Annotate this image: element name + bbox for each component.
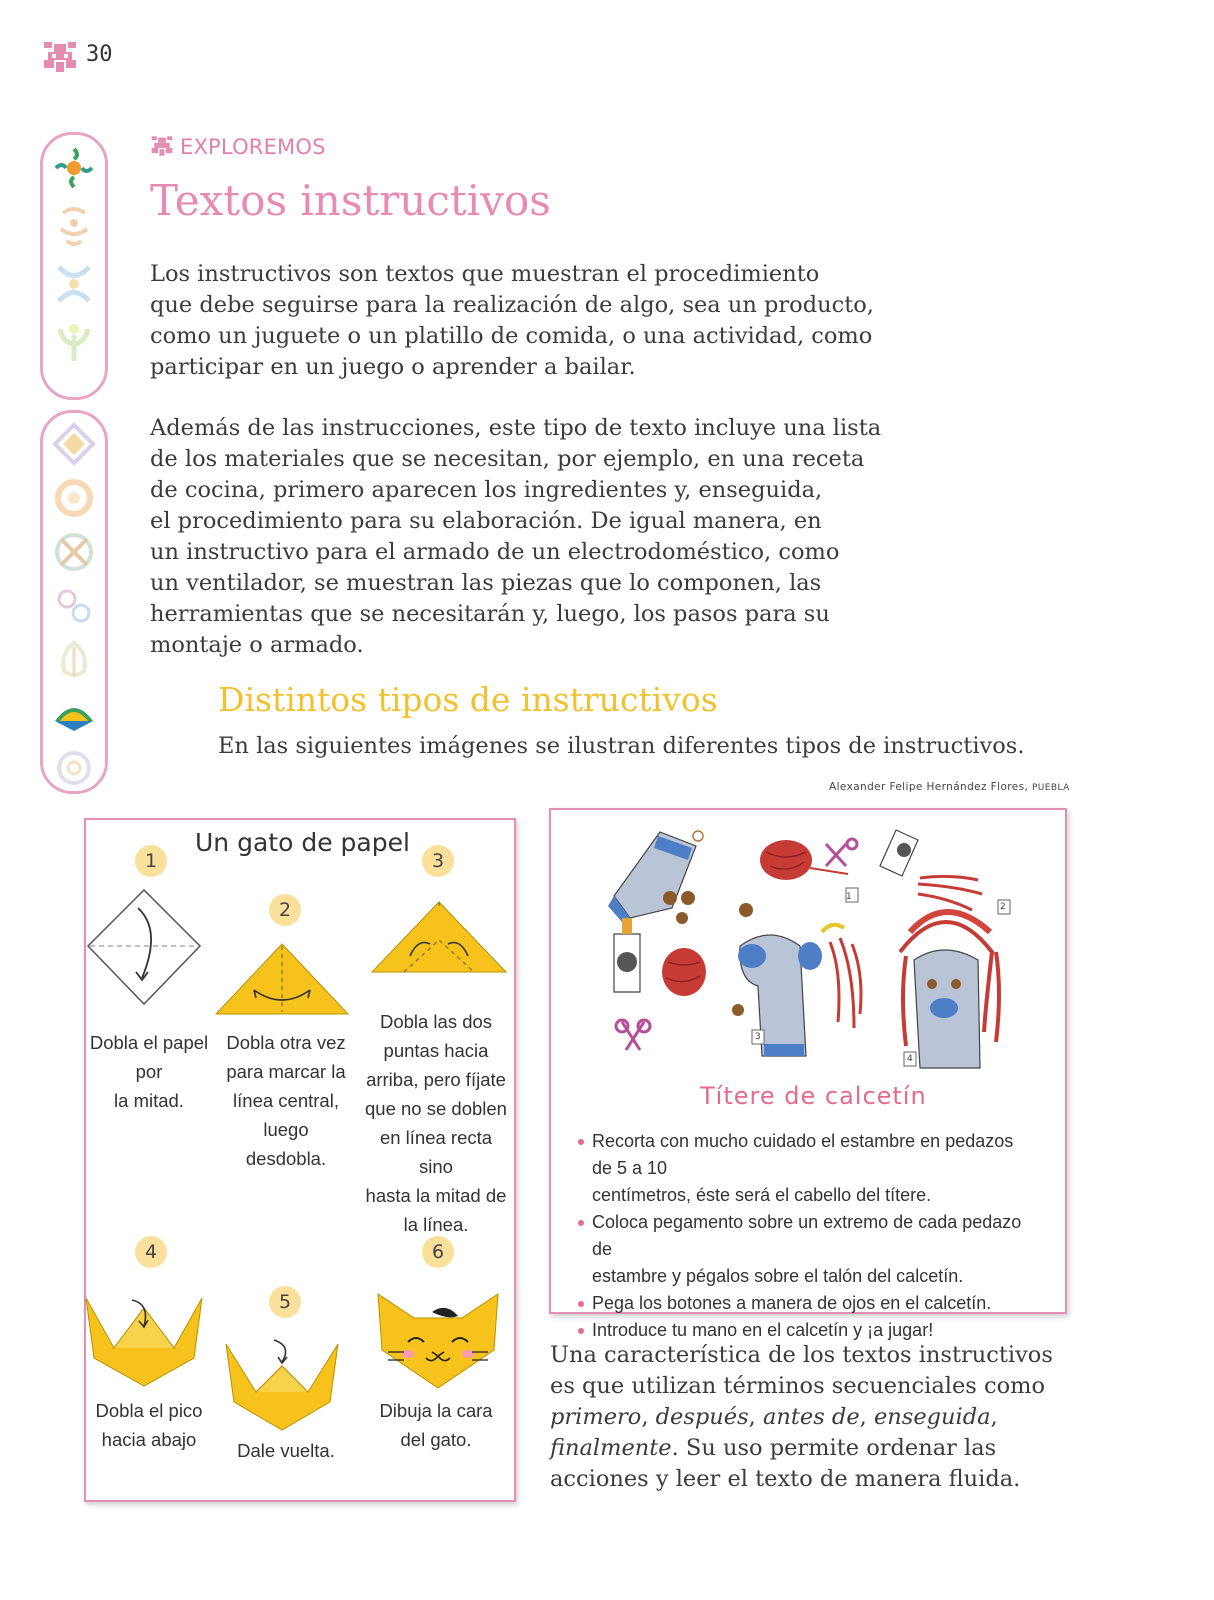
marker-1: 1 (846, 892, 852, 902)
vida-saludable-icon (51, 637, 97, 683)
lenguajes-icon (51, 143, 97, 193)
ornament-icon (150, 135, 174, 157)
list-item: Introduce tu mano en el calcetín y ¡a jugar! (578, 1317, 1038, 1344)
fold-step-4-illustration (84, 1288, 204, 1388)
fold-step-3-illustration (370, 900, 508, 974)
sock-puppet-steps (578, 1128, 1038, 1344)
inclusion-icon (51, 421, 97, 467)
page-number: 30 (86, 42, 113, 67)
step-badge: 4 (135, 1236, 167, 1268)
sock-puppet-title: Títere de calcetín (700, 1082, 927, 1110)
step-5-text: Dale vuelta. (237, 1440, 335, 1461)
list-item: Recorta con mucho cuidado el estambre en pedazos de 5 a 10 centímetros, éste será el cabello del títere. (578, 1128, 1038, 1209)
campos-rail (40, 132, 108, 400)
humano-icon (51, 317, 97, 367)
step-badge: 2 (269, 894, 301, 926)
section-label (150, 135, 326, 159)
list-item: Coloca pegamento sobre un extremo de cada pedazo de estambre y pégalos sobre el talón del calcetín. (578, 1209, 1038, 1290)
fold-step-5-illustration (222, 1336, 342, 1432)
sock-puppet-illustration (600, 822, 1030, 1080)
marker-4: 4 (907, 1054, 913, 1064)
fold-step-1-illustration (86, 888, 202, 1008)
ejes-rail (40, 410, 108, 794)
step-1-text: Dobla el papel por la mitad. (89, 1032, 209, 1111)
artes-icon (51, 745, 97, 791)
interculturalidad-icon (51, 529, 97, 575)
page-title: Textos instructivos (150, 176, 551, 225)
paper-cat-title: Un gato de papel (195, 828, 410, 857)
step-badge: 5 (269, 1286, 301, 1318)
step-badge: 6 (422, 1236, 454, 1268)
lectura-icon (51, 691, 97, 737)
step-badge: 3 (422, 845, 454, 877)
marker-3: 3 (755, 1032, 761, 1042)
step-6-text: Dibuja la cara del gato. (379, 1400, 493, 1450)
intro-paragraph-1: Los instructivos son textos que muestran el procedimiento que debe seguirse para la realización de algo, sea un producto, como un juguete o un platillo de comida, o una actividad, como participar en un juego o aprender a bailar. (150, 261, 874, 380)
step-badge: 1 (135, 845, 167, 877)
step-3-text: Dobla las dos puntas hacia arriba, pero fíjate que no se doblen en línea recta sino hasta la mitad de la línea. (365, 1011, 507, 1235)
list-item: Pega los botones a manera de ojos en el calcetín. (578, 1290, 1038, 1317)
illustration-credit: Alexander Felipe Hernández Flores, PUEBLA (829, 781, 1070, 793)
saberes-icon (51, 201, 97, 251)
step-2-text: Dobla otra vez para marcar la línea central, luego desdobla. (226, 1032, 346, 1169)
paper-cat-face-illustration (374, 1290, 502, 1390)
sock-drawing (608, 831, 703, 922)
igualdad-icon (51, 583, 97, 629)
section-label-text: EXPLOREMOS (180, 135, 326, 159)
ornament-icon (42, 40, 78, 74)
marker-2: 2 (1000, 902, 1006, 912)
closing-paragraph: Una característica de los textos instructivos es que utilizan términos secuenciales como primero, después, antes de, enseguida, finalmente. Su uso permite ordenar las acciones y leer el texto de manera fluida. (550, 1342, 1053, 1492)
fold-step-2-illustration (214, 942, 350, 1016)
subsection-lead: En las siguientes imágenes se ilustran diferentes tipos de instructivos. (218, 733, 1025, 759)
intro-paragraph-2: Además de las instrucciones, este tipo de texto incluye una lista de los materiales que se necesitan, por ejemplo, en una receta de cocina, primero aparecen los ingredientes y, enseguida, el procedimiento para su elaboración. De igual manera, en un instructivo para el armado de un electrodoméstico, como un ventilador, se muestran las piezas que lo componen, las herramientas que se necesitarán y, luego, los pasos para su montaje o armado. (150, 415, 882, 658)
etica-icon (51, 259, 97, 309)
step-4-text: Dobla el pico hacia abajo (95, 1400, 203, 1450)
pensamiento-icon (51, 475, 97, 521)
subsection-title: Distintos tipos de instructivos (218, 680, 718, 719)
